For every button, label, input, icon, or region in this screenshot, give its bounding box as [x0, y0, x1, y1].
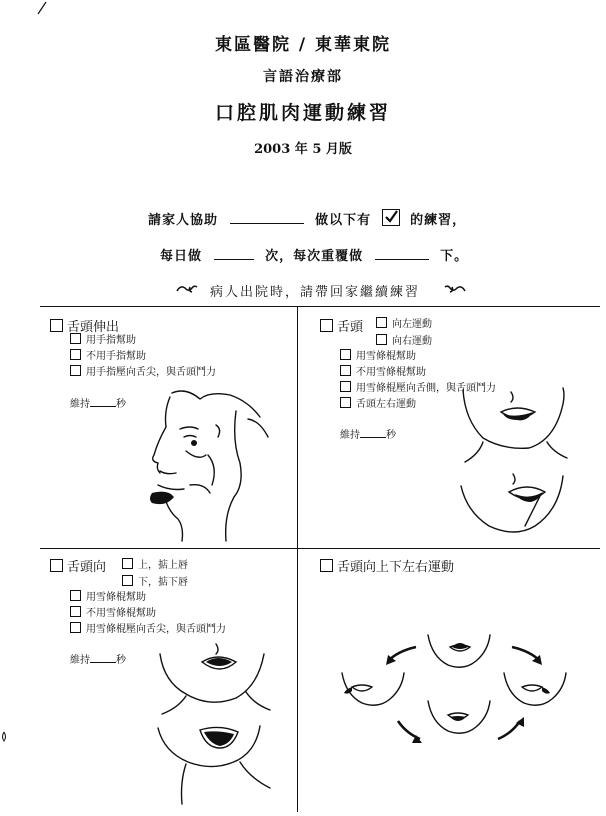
tongue-out-profile-illustration: [150, 385, 280, 545]
tongue-side-directions: [376, 316, 432, 350]
option-row: [70, 365, 216, 381]
tongue-side-stick-illustration: [455, 472, 585, 547]
line2-a: 每日做: [160, 249, 203, 264]
hold-prefix: 維持: [70, 655, 90, 666]
edition-label: 2003 年 5 月版: [254, 142, 352, 157]
tongue-side-label: 舌頭: [337, 320, 364, 335]
option-label: 用手指幫助: [86, 335, 136, 346]
option-label: 用雪條棍幫助: [86, 592, 146, 603]
option-row: [70, 622, 226, 638]
option-checkbox[interactable]: [340, 349, 351, 360]
tongue-all-directions-illustration: [328, 625, 588, 765]
grid-horizontal-divider: [40, 548, 600, 549]
option-row: [340, 349, 496, 365]
instruction-line-2: [160, 245, 468, 264]
hold-suffix: 秒: [386, 430, 396, 441]
tongue-all-label: 舌頭向上下左右運動: [337, 560, 455, 575]
tongue-updown-label: 舌頭向: [67, 560, 107, 575]
direction-label: 上，掂上唇: [138, 560, 188, 571]
direction-label: 下，掂下唇: [138, 577, 188, 588]
option-checkbox[interactable]: [340, 381, 351, 392]
option-row: [70, 606, 226, 622]
line2-c: 下。: [440, 249, 469, 264]
option-row: [70, 590, 226, 606]
direction-checkbox[interactable]: [376, 317, 387, 328]
option-checkbox[interactable]: [70, 349, 81, 360]
direction-row: [122, 557, 188, 574]
instruction-line-1: [148, 209, 466, 228]
checkbox-tongue-all[interactable]: [320, 559, 333, 572]
tongue-updown-hold: [70, 651, 126, 666]
tongue-out-label: 舌頭伸出: [67, 320, 120, 335]
option-checkbox[interactable]: [70, 590, 81, 601]
direction-label: 向左運動: [392, 319, 432, 330]
hold-prefix: 維持: [70, 399, 90, 410]
scroll-ornament-left-icon: [176, 283, 198, 295]
line1-middle: 做以下有: [315, 213, 372, 228]
section-tongue-side-title: [320, 316, 363, 335]
checkbox-tongue-side[interactable]: [320, 319, 333, 332]
tongue-updown-options: [70, 590, 226, 638]
tongue-out-options: [70, 333, 216, 381]
tongue-down-face-illustration: [150, 720, 290, 810]
direction-checkbox[interactable]: [122, 575, 133, 586]
page-title: 口腔肌肉運動練習: [214, 102, 391, 124]
helper-blank[interactable]: [230, 211, 304, 224]
option-label: 用手指壓向舌尖，與舌頭鬥力: [86, 367, 216, 378]
option-checkbox[interactable]: [340, 397, 351, 408]
grid-top-border: [40, 306, 600, 307]
hold-suffix: 秒: [116, 399, 126, 410]
checked-box-icon: [382, 209, 400, 226]
discharge-note: 病人出院時，請帶回家繼續練習: [210, 285, 421, 300]
checkbox-tongue-updown[interactable]: [50, 559, 63, 572]
repetitions-blank[interactable]: [375, 247, 429, 260]
line1-prefix: 請家人協助: [148, 213, 219, 228]
option-label: 用雪條棍幫助: [356, 351, 416, 362]
direction-row: [376, 333, 432, 350]
option-label: 不用手指幫助: [86, 351, 146, 362]
direction-checkbox[interactable]: [376, 334, 387, 345]
option-label: 不用雪條棍幫助: [356, 367, 426, 378]
option-row: [340, 365, 496, 381]
tongue-up-face-illustration: [150, 640, 290, 720]
hold-seconds-blank[interactable]: [360, 428, 386, 438]
direction-label: 向右運動: [392, 336, 432, 347]
option-label: 用雪條棍壓向舌尖，與舌頭鬥力: [86, 624, 226, 635]
times-per-day-blank[interactable]: [214, 247, 254, 260]
line1-suffix: 的練習，: [410, 213, 467, 228]
grid-vertical-divider: [297, 306, 298, 812]
checkbox-tongue-out[interactable]: [50, 319, 63, 332]
section-tongue-all-title: [320, 556, 454, 575]
option-label: 不用雪條棍幫助: [86, 608, 156, 619]
option-label: 用雪條棍壓向舌側，與舌頭鬥力: [356, 383, 496, 394]
section-tongue-updown-title: [50, 556, 106, 575]
direction-row: [122, 574, 188, 591]
hold-suffix: 秒: [116, 655, 126, 666]
option-row: [70, 333, 216, 349]
option-checkbox[interactable]: [340, 365, 351, 376]
direction-row: [376, 316, 432, 333]
hold-seconds-blank[interactable]: [90, 397, 116, 407]
tongue-updown-directions: [122, 557, 188, 591]
direction-checkbox[interactable]: [122, 558, 133, 569]
tongue-side-hold: [340, 426, 396, 441]
hold-prefix: 維持: [340, 430, 360, 441]
scroll-ornament-right-icon: [444, 283, 466, 295]
option-checkbox[interactable]: [70, 606, 81, 617]
rotation-arrows: [388, 647, 540, 739]
option-checkbox[interactable]: [70, 365, 81, 376]
option-checkbox[interactable]: [70, 333, 81, 344]
tongue-side-face-illustration: [455, 386, 585, 466]
hold-seconds-blank[interactable]: [90, 653, 116, 663]
line2-b: 次，每次重覆做: [265, 249, 364, 264]
hospital-name: 東區醫院 / 東華東院: [214, 35, 392, 55]
option-checkbox[interactable]: [70, 622, 81, 633]
option-label: 舌頭左右運動: [356, 399, 416, 410]
tongue-out-hold: [70, 395, 126, 410]
department-name: 言語治療部: [263, 69, 343, 85]
option-row: [70, 349, 216, 365]
